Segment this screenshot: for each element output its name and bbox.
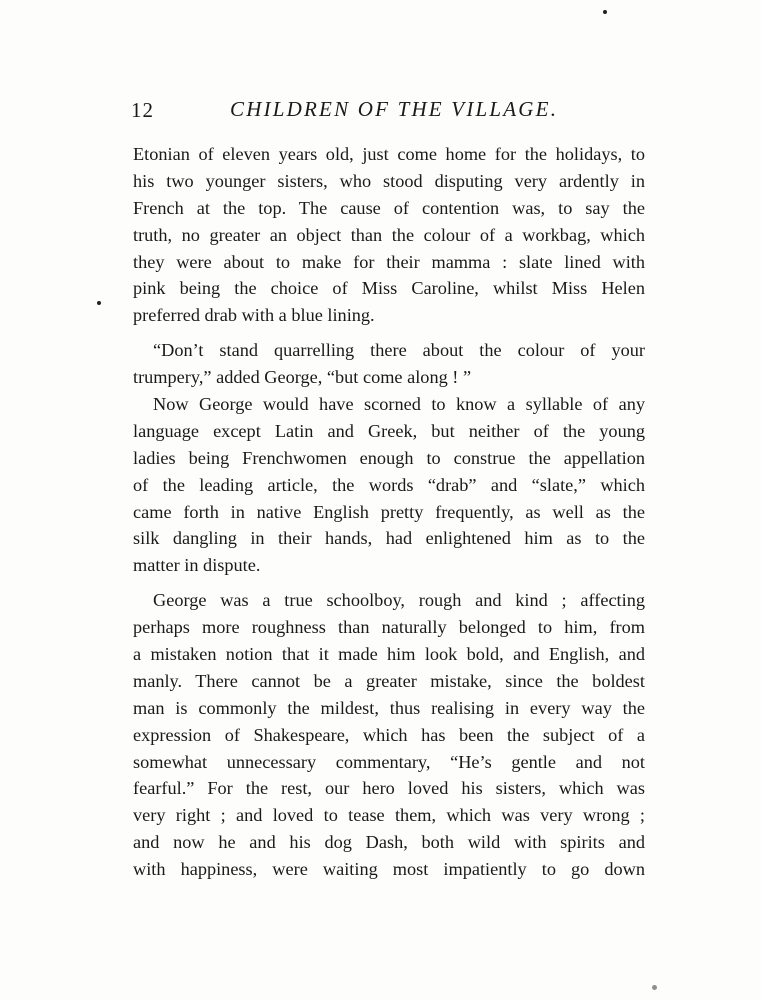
text-line: came forth in native English pretty frequently, as well as the (133, 501, 645, 522)
text-line: silk dangling in their hands, had enlightened him as to the (133, 528, 645, 549)
text-line: expression of Shakespeare, which has been the subject of a (133, 724, 645, 745)
text-line: fearful.” For the rest, our hero loved his sisters, which was (133, 778, 645, 799)
text-line: his two younger sisters, who stood disputing very ardently in (133, 170, 645, 191)
text-line: of the leading article, the words “drab” and “slate,” which (133, 474, 645, 495)
text-line: somewhat unnecessary commentary, “He’s gentle and not (133, 751, 645, 772)
text-line: language except Latin and Greek, but neither of the young (133, 420, 645, 441)
text-line: truth, no greater an object than the colour of a workbag, which (133, 224, 645, 245)
text-line: a mistaken notion that it made him look bold, and English, and (133, 644, 645, 665)
text-line: pink being the choice of Miss Caroline, whilst Miss Helen (133, 278, 645, 299)
text-line: matter in dispute. (133, 555, 261, 576)
text-line: manly. There cannot be a greater mistake, since the boldest (133, 670, 645, 691)
page-number: 12 (131, 98, 154, 122)
text-line: very right ; and loved to tease them, which was very wrong ; (133, 805, 645, 826)
text-line: ladies being Frenchwomen enough to construe the appellation (133, 447, 645, 468)
text-line: with happiness, were waiting most impatiently to go down (133, 859, 645, 880)
text-line: they were about to make for their mamma : slate lined with (133, 251, 645, 272)
scan-speck (652, 985, 657, 990)
text-line: perhaps more roughness than naturally belonged to him, from (133, 617, 645, 638)
text-line: man is commonly the mildest, thus realising in every way the (133, 697, 645, 718)
running-title: CHILDREN OF THE VILLAGE. (230, 97, 559, 121)
scan-speck (603, 10, 607, 14)
paragraph-1 (133, 141, 645, 329)
paragraph-2 (133, 337, 645, 391)
text-line: French at the top. The cause of contention was, to say the (133, 197, 645, 218)
text-line: Etonian of eleven years old, just come home for the holidays, to (133, 144, 645, 164)
text-line: preferred drab with a blue lining. (133, 305, 375, 326)
text-line: and now he and his dog Dash, both wild with spirits and (133, 832, 645, 853)
text-line: George was a true schoolboy, rough and kind ; affecting (153, 590, 645, 611)
text-line: Now George would have scorned to know a syllable of any (153, 394, 645, 415)
paragraph-4 (133, 587, 645, 883)
body-text (133, 141, 645, 883)
text-line: trumpery,” added George, “but come along ! ” (133, 367, 472, 388)
scan-speck (97, 301, 101, 305)
paragraph-3 (133, 391, 645, 579)
text-line: “Don’t stand quarrelling there about the colour of your (153, 340, 645, 361)
